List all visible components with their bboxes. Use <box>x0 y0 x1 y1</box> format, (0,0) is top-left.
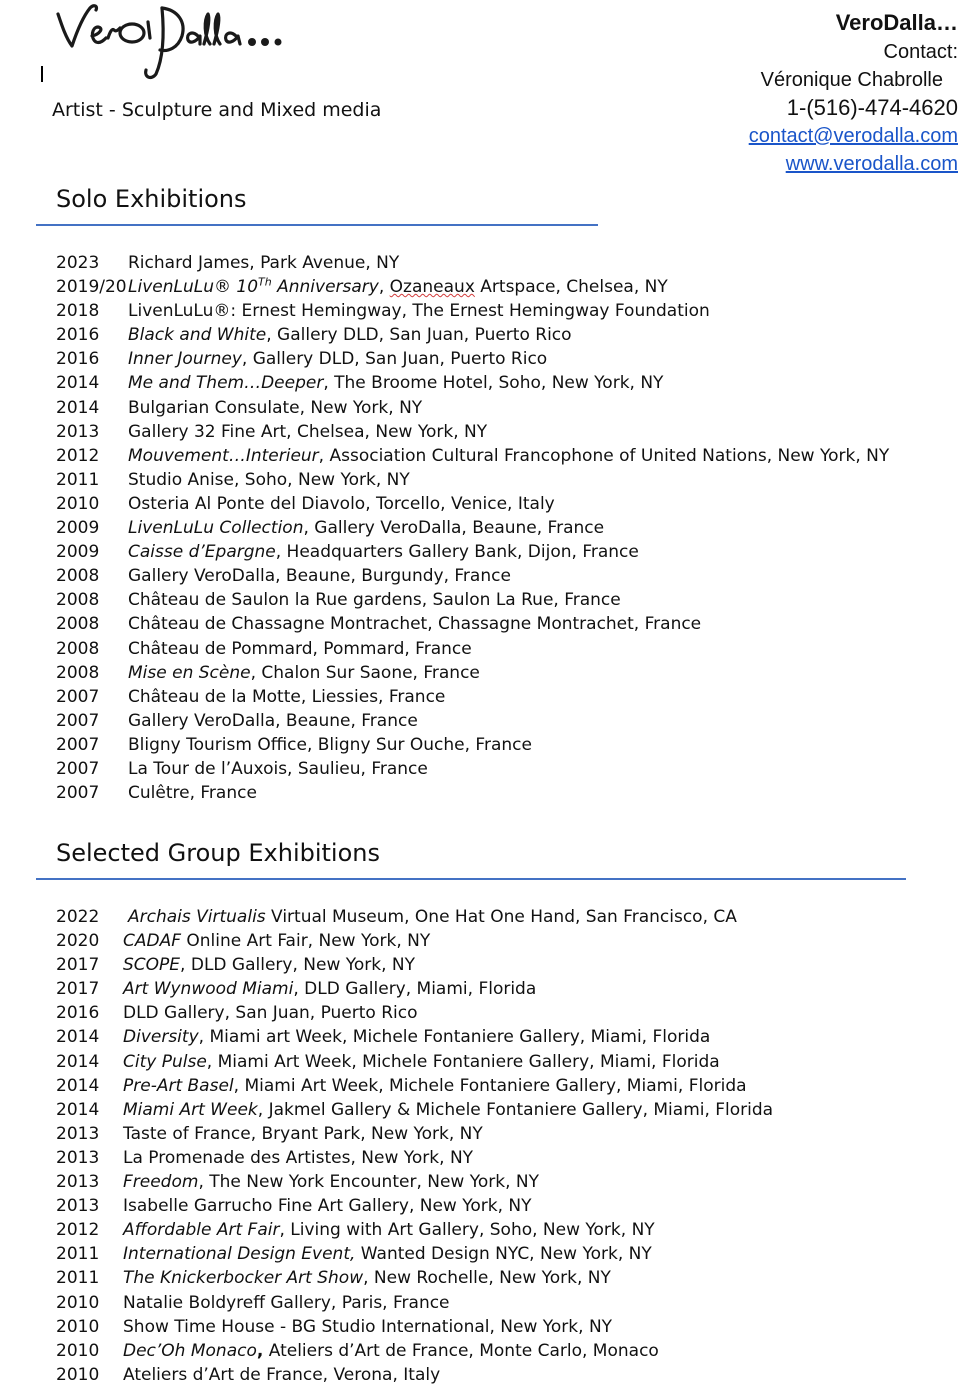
exhibition-row <box>56 588 889 612</box>
exhibition-details: Online Art Fair, New York, NY <box>181 931 431 952</box>
exhibition-entry <box>123 1365 440 1385</box>
exhibition-row <box>56 1050 773 1074</box>
exhibition-details: , Miami art Week, Michele Fontaniere Gallery, Miami, Florida <box>198 1027 711 1048</box>
exhibition-title-cont: Anniversary <box>271 277 379 298</box>
exhibition-year: 2010 <box>56 493 100 514</box>
exhibition-year: 2007 <box>56 710 100 731</box>
exhibition-row <box>56 905 773 929</box>
exhibition-entry <box>123 1027 710 1047</box>
exhibition-details: Bulgarian Consulate, New York, NY <box>128 397 423 418</box>
exhibition-year: 2008 <box>56 662 100 683</box>
separator-text: , <box>378 277 390 298</box>
exhibition-details: , The New York Encounter, New York, NY <box>198 1172 540 1193</box>
exhibition-year: 2011 <box>56 1244 100 1265</box>
exhibition-row <box>56 661 889 685</box>
group-exhibitions-heading: Selected Group Exhibitions <box>56 839 380 867</box>
exhibition-entry <box>123 1220 655 1240</box>
exhibition-entry <box>128 518 604 538</box>
exhibition-details: , Miami Art Week, Michele Fontaniere Gallery, Miami, Florida <box>233 1075 747 1096</box>
exhibition-title: Black and White <box>128 325 267 346</box>
contact-email-link[interactable]: contact@verodalla.com <box>748 125 958 147</box>
exhibition-year: 2016 <box>56 349 100 370</box>
contact-label: Contact: <box>883 41 958 63</box>
exhibition-row <box>56 1242 773 1266</box>
exhibition-row <box>56 323 889 347</box>
exhibition-year: 2007 <box>56 758 100 779</box>
exhibition-details: , DLD Gallery, Miami, Florida <box>293 979 537 1000</box>
exhibition-entry <box>128 735 532 755</box>
exhibition-entry <box>128 759 428 779</box>
exhibition-entry <box>128 446 889 466</box>
exhibition-title: City Pulse <box>123 1051 207 1072</box>
exhibition-details: Isabelle Garrucho Fine Art Gallery, New York, NY <box>123 1196 532 1217</box>
exhibition-row <box>56 953 773 977</box>
exhibition-details: Osteria Al Ponte del Diavolo, Torcello, Venice, Italy <box>128 493 555 514</box>
exhibition-details: Natalie Boldyreff Gallery, Paris, France <box>123 1292 450 1313</box>
exhibition-year: 2014 <box>56 1099 100 1120</box>
exhibition-title: Affordable Art Fair <box>123 1220 280 1241</box>
exhibition-year: 2010 <box>56 1364 100 1385</box>
exhibition-row <box>56 1194 773 1218</box>
exhibition-entry <box>123 1124 483 1144</box>
exhibition-row <box>56 1266 773 1290</box>
exhibition-entry <box>123 1268 611 1288</box>
exhibition-entry <box>128 542 639 562</box>
exhibition-year: 2012 <box>56 1220 100 1241</box>
exhibition-row <box>56 371 889 395</box>
exhibition-row <box>56 444 889 468</box>
exhibition-details: Château de Chassagne Montrachet, Chassagne Montrachet, France <box>128 614 702 635</box>
exhibition-details: Château de Pommard, Pommard, France <box>128 638 472 659</box>
exhibition-title: Diversity <box>123 1027 199 1048</box>
exhibition-row <box>56 685 889 709</box>
solo-exhibitions-list <box>56 251 889 805</box>
signature-logo <box>52 0 282 84</box>
exhibition-year: 2009 <box>56 542 100 563</box>
exhibition-row <box>56 347 889 371</box>
exhibition-year: 2010 <box>56 1340 100 1361</box>
exhibition-entry <box>123 979 536 999</box>
exhibition-row <box>56 1170 773 1194</box>
exhibition-row <box>56 1363 773 1387</box>
exhibition-entry <box>123 955 415 975</box>
group-heading-rule <box>36 878 906 880</box>
exhibition-details: Gallery 32 Fine Art, Chelsea, New York, NY <box>128 421 488 442</box>
exhibition-details: Studio Anise, Soho, New York, NY <box>128 469 410 490</box>
exhibition-entry <box>128 301 710 321</box>
exhibition-year: 2012 <box>56 445 100 466</box>
exhibition-details: Wanted Design NYC, New York, NY <box>355 1244 652 1265</box>
exhibition-details: , Miami Art Week, Michele Fontaniere Gallery, Miami, Florida <box>206 1051 720 1072</box>
exhibition-details: , Chalon Sur Saone, France <box>250 662 480 683</box>
exhibition-entry <box>128 349 547 369</box>
exhibition-entry <box>128 566 511 586</box>
exhibition-details: Richard James, Park Avenue, NY <box>128 253 400 273</box>
exhibition-row <box>56 540 889 564</box>
exhibition-entry <box>128 663 480 683</box>
exhibition-entry <box>128 470 410 490</box>
exhibition-row <box>56 1098 773 1122</box>
exhibition-row <box>56 468 889 492</box>
exhibition-year: 2008 <box>56 638 100 659</box>
exhibition-year: 2020 <box>56 931 100 952</box>
exhibition-details: Taste of France, Bryant Park, New York, NY <box>123 1123 483 1144</box>
exhibition-entry <box>123 1052 720 1072</box>
artist-subtitle: Artist - Sculpture and Mixed media <box>52 99 382 121</box>
exhibition-details: La Promenade des Artistes, New York, NY <box>123 1147 474 1168</box>
exhibition-row <box>56 1122 773 1146</box>
exhibition-details: Bligny Tourism Office, Bligny Sur Ouche, France <box>128 734 532 755</box>
exhibition-details: Ateliers d’Art de France, Verona, Italy <box>123 1364 441 1385</box>
exhibition-year: 2013 <box>56 1147 100 1168</box>
exhibition-year: 2017 <box>56 955 100 976</box>
exhibition-row <box>56 733 889 757</box>
exhibition-year: 2014 <box>56 1075 100 1096</box>
exhibition-year: 2013 <box>56 421 100 442</box>
exhibition-year: 2014 <box>56 1027 100 1048</box>
exhibition-row <box>56 612 889 636</box>
exhibition-year: 2014 <box>56 373 100 394</box>
exhibition-entry <box>123 1003 418 1023</box>
text-cursor <box>41 66 43 82</box>
solo-heading-rule <box>36 224 598 226</box>
exhibition-title: LivenLuLu Collection <box>128 518 304 539</box>
exhibition-row <box>56 251 889 275</box>
exhibition-details: , Gallery DLD, San Juan, Puerto Rico <box>241 349 548 370</box>
exhibition-details: Château de Saulon la Rue gardens, Saulon La Rue, France <box>128 590 621 611</box>
exhibition-details: Gallery VeroDalla, Beaune, Burgundy, France <box>128 566 511 587</box>
exhibition-entry <box>123 1293 450 1313</box>
exhibition-year: 2008 <box>56 590 100 611</box>
exhibition-title: The Knickerbocker Art Show <box>123 1268 364 1289</box>
exhibition-year: 2011 <box>56 469 100 490</box>
exhibition-entry <box>128 590 621 610</box>
exhibition-details: , DLD Gallery, New York, NY <box>180 955 416 976</box>
exhibition-title: Caisse d’Epargne <box>128 542 276 563</box>
exhibition-title: Mouvement…Interieur <box>128 445 319 466</box>
exhibition-title: Pre-Art Basel <box>123 1075 234 1096</box>
exhibition-details: , New Rochelle, New York, NY <box>363 1268 611 1289</box>
exhibition-entry <box>128 494 555 514</box>
exhibition-entry <box>123 1244 652 1264</box>
exhibition-title: Dec’Oh Monaco <box>123 1340 257 1361</box>
exhibition-title: LivenLuLu® 10 <box>128 277 259 298</box>
exhibition-row <box>56 1146 773 1170</box>
exhibition-entry <box>128 907 737 927</box>
exhibition-row <box>56 396 889 420</box>
exhibition-details: Show Time House - BG Studio International, New York, NY <box>123 1316 613 1337</box>
exhibition-row <box>56 492 889 516</box>
exhibition-year: 2013 <box>56 1172 100 1193</box>
exhibition-entry <box>128 253 399 273</box>
exhibition-entry <box>128 373 663 393</box>
exhibition-entry <box>128 614 701 634</box>
solo-exhibitions-heading: Solo Exhibitions <box>56 185 247 213</box>
exhibition-entry <box>128 398 422 418</box>
exhibition-year: 2010 <box>56 1292 100 1313</box>
exhibition-year: 2017 <box>56 979 100 1000</box>
exhibition-row <box>56 781 889 805</box>
exhibition-row <box>56 1339 773 1363</box>
exhibition-year: 2013 <box>56 1123 100 1144</box>
exhibition-year: 2010 <box>56 1316 100 1337</box>
exhibition-row <box>56 1025 773 1049</box>
exhibition-details: , Headquarters Gallery Bank, Dijon, France <box>275 542 639 563</box>
exhibition-title: SCOPE <box>123 955 181 976</box>
exhibition-title: International Design Event, <box>123 1244 356 1265</box>
exhibition-entry <box>123 1076 747 1096</box>
exhibition-entry <box>128 639 472 659</box>
exhibition-year: 2011 <box>56 1268 100 1289</box>
brand-name: VeroDalla… <box>835 10 958 35</box>
exhibition-row <box>56 516 889 540</box>
exhibition-entry <box>123 1148 473 1168</box>
exhibition-year: 2023 <box>56 253 100 273</box>
exhibition-details: Artspace, Chelsea, NY <box>474 277 668 298</box>
exhibition-row <box>56 1315 773 1339</box>
exhibition-details: Ateliers d’Art de France, Monte Carlo, Monaco <box>263 1340 659 1361</box>
exhibition-title: Mise en Scène <box>128 662 251 683</box>
exhibition-details: La Tour de l’Auxois, Saulieu, France <box>128 758 428 779</box>
exhibition-details: , Gallery VeroDalla, Beaune, France <box>303 518 605 539</box>
exhibition-entry <box>123 1196 532 1216</box>
exhibition-year: 2016 <box>56 325 100 346</box>
exhibition-year: 2007 <box>56 686 100 707</box>
exhibition-details: , Gallery DLD, San Juan, Puerto Rico <box>266 325 572 346</box>
exhibition-row <box>56 977 773 1001</box>
superscript-suffix: Th <box>258 275 272 289</box>
exhibition-entry <box>123 931 430 951</box>
bold-punctuation: , <box>256 1340 264 1361</box>
exhibition-entry <box>128 687 445 707</box>
exhibition-row <box>56 637 889 661</box>
exhibition-details: , Jakmel Gallery & Michele Fontaniere Gallery, Miami, Florida <box>257 1099 774 1120</box>
exhibition-year: 2007 <box>56 734 100 755</box>
exhibition-row <box>56 564 889 588</box>
exhibition-details: Virtual Museum, One Hat One Hand, San Francisco, CA <box>265 907 737 927</box>
website-link[interactable]: www.verodalla.com <box>785 153 958 175</box>
exhibition-year: 2019/20 <box>56 277 127 298</box>
exhibition-year: 2013 <box>56 1196 100 1217</box>
exhibition-title: Archais Virtualis <box>128 907 266 927</box>
exhibition-details: , Living with Art Gallery, Soho, New York, NY <box>279 1220 655 1241</box>
exhibition-row <box>56 275 889 299</box>
exhibition-row <box>56 929 773 953</box>
group-exhibitions-list <box>56 905 773 1387</box>
exhibition-details: , The Broome Hotel, Soho, New York, NY <box>323 373 664 394</box>
exhibition-entry <box>123 1341 659 1361</box>
exhibition-row <box>56 709 889 733</box>
exhibition-details: Château de la Motte, Liessies, France <box>128 686 446 707</box>
exhibition-details: , Association Cultural Francophone of United Nations, New York, NY <box>318 445 890 466</box>
exhibition-year: 2022 <box>56 907 100 927</box>
exhibition-year: 2018 <box>56 301 100 322</box>
spellcheck-flagged-word: Ozaneaux <box>389 277 475 298</box>
exhibition-title: Freedom <box>123 1172 199 1193</box>
exhibition-row <box>56 1218 773 1242</box>
exhibition-row <box>56 1291 773 1315</box>
exhibition-year: 2007 <box>56 783 100 804</box>
exhibition-title: Me and Them…Deeper <box>128 373 324 394</box>
exhibition-title: CADAF <box>123 931 181 952</box>
exhibition-entry <box>128 422 487 442</box>
exhibition-entry <box>123 1100 773 1120</box>
contact-name: Véronique Chabrolle <box>760 69 943 91</box>
exhibition-year: 2009 <box>56 518 100 539</box>
exhibition-details: LivenLuLu®: Ernest Hemingway, The Ernest Hemingway Foundation <box>128 301 710 322</box>
exhibition-year: 2008 <box>56 566 100 587</box>
exhibition-entry <box>123 1317 612 1337</box>
exhibition-row <box>56 299 889 323</box>
contact-phone: 1-(516)-474-4620 <box>786 95 958 120</box>
exhibition-row <box>56 757 889 781</box>
exhibition-year: 2016 <box>56 1003 100 1024</box>
exhibition-row <box>56 420 889 444</box>
exhibition-entry <box>123 1172 539 1192</box>
exhibition-year: 2008 <box>56 614 100 635</box>
exhibition-entry <box>128 277 668 297</box>
exhibition-entry <box>128 783 257 803</box>
exhibition-row <box>56 1074 773 1098</box>
exhibition-year: 2014 <box>56 397 100 418</box>
exhibition-entry <box>128 711 418 731</box>
exhibition-details: Gallery VeroDalla, Beaune, France <box>128 710 418 731</box>
exhibition-title: Art Wynwood Miami <box>123 979 294 1000</box>
exhibition-title: Inner Journey <box>128 349 242 370</box>
exhibition-details: Culêtre, France <box>128 783 257 804</box>
exhibition-entry <box>128 325 572 345</box>
exhibition-title: Miami Art Week <box>123 1099 258 1120</box>
contact-block <box>749 8 958 178</box>
exhibition-row <box>56 1001 773 1025</box>
exhibition-year: 2014 <box>56 1051 100 1072</box>
exhibition-details: DLD Gallery, San Juan, Puerto Rico <box>123 1003 418 1024</box>
